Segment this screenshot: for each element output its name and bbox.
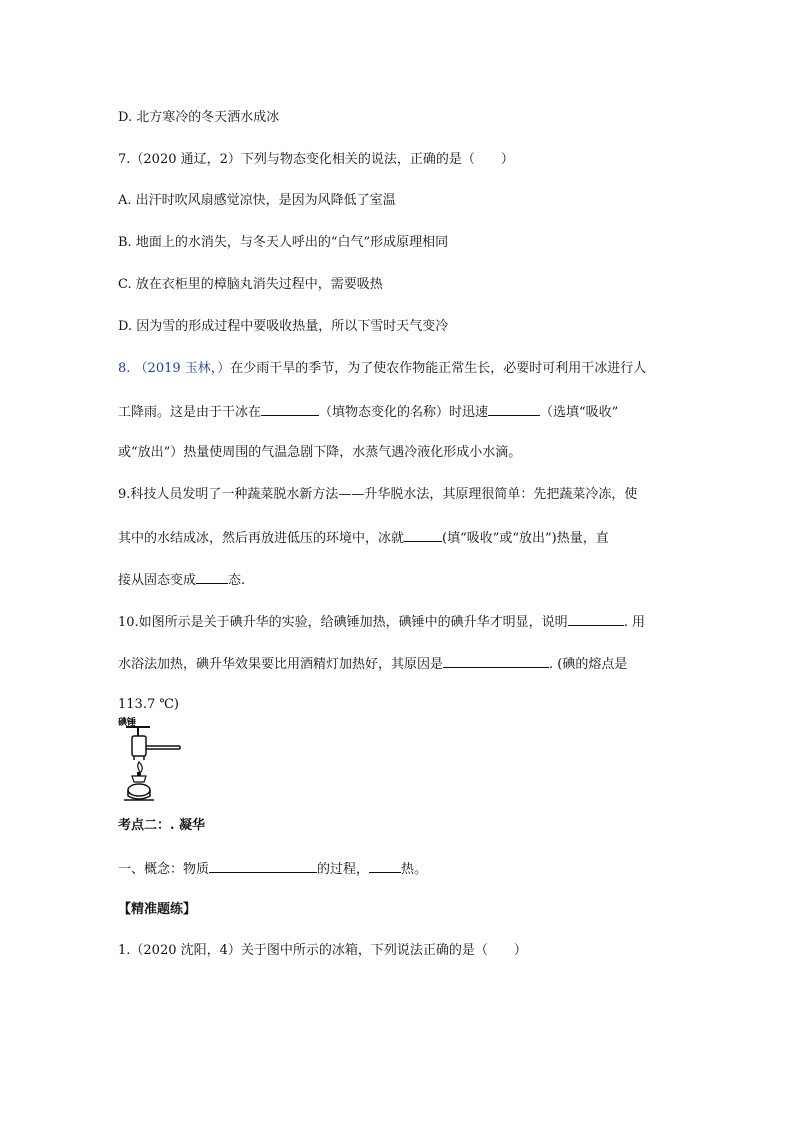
figure-label: 碘锤 (118, 718, 137, 728)
question-8-line1 (118, 361, 646, 377)
q8-text-3: （填物态变化的名称）时迅速 (319, 405, 489, 420)
question-10-line2 (118, 655, 627, 673)
q7-option-d: D. 因为雪的形成过程中要吸收热量，所以下雪时天气变冷 (118, 319, 449, 334)
option-d-prev: D. 北方寒冷的冬天洒水成冰 (118, 110, 280, 125)
q10-text-2: . 用 (623, 615, 645, 630)
answer-blank[interactable] (196, 571, 228, 584)
answer-blank[interactable] (404, 529, 442, 542)
answer-blank[interactable] (261, 403, 319, 416)
q9-text-3: 接从固态变成 (118, 573, 197, 588)
q8-text-1: 在少雨干旱的季节，为了使农作物能正常生长，必要时可利用干冰进行人 (230, 361, 647, 376)
concept-line (118, 860, 427, 878)
q8-text-2: 工降雨。这是由于干冰在 (118, 405, 262, 420)
question-7: 7.（2020 通辽，2）下列与物态变化相关的说法，正确的是（ ） (118, 152, 514, 167)
answer-blank[interactable] (209, 860, 317, 873)
q8-source[interactable]: （2019 玉林，） (134, 361, 231, 376)
question-10-line1 (118, 613, 645, 631)
question-10-line3: 113.7 ℃) (118, 697, 179, 712)
q10-text-3: 水浴法加热，碘升华效果要比用酒精灯加热好，其原因是 (118, 657, 444, 672)
concept-text-2: 的过程， (317, 862, 370, 877)
question-9-line3 (118, 571, 245, 589)
practice-heading: 【精准题练】 (118, 902, 197, 917)
question-8-line3: 或“放出”）热量使周围的气温急剧下降，水蒸气遇冷液化形成小水滴。 (118, 445, 522, 460)
iodine-hammer-diagram (118, 716, 188, 806)
concept-text-1: 一、概念：物质 (118, 862, 210, 877)
q10-text-1: 10.如图所示是关于碘升华的实验，给碘锤加热，碘锤中的碘升华才明显，说明 (118, 615, 568, 630)
concept-text-3: 热。 (401, 862, 428, 877)
question-9-line1: 9.科技人员发明了一种蔬菜脱水新方法——升华脱水法，其原理很简单：先把蔬菜冷冻，使 (118, 487, 638, 502)
q8-number: 8. (118, 361, 131, 376)
q7-option-b: B. 地面上的水消失，与冬天人呼出的“白气”形成原理相同 (118, 235, 449, 250)
iodine-sublimation-figure (118, 716, 188, 806)
answer-blank[interactable] (369, 860, 401, 873)
answer-blank[interactable] (568, 613, 624, 626)
q9-text-2: (填“吸收”或“放出”)热量，直 (442, 531, 609, 546)
question-9-line2 (118, 529, 609, 547)
question-8-line2 (118, 403, 618, 421)
q8-text-4: （选填“吸收” (540, 405, 619, 420)
section-heading-deposition: 考点二：. 凝华 (118, 818, 206, 833)
q7-option-c: C. 放在衣柜里的樟脑丸消失过程中，需要吸热 (118, 277, 383, 292)
answer-blank[interactable] (488, 403, 540, 416)
question-1: 1.（2020 沈阳，4）关于图中所示的冰箱，下列说法正确的是（ ） (118, 943, 527, 958)
q10-text-4: . (碘的熔点是 (549, 657, 628, 672)
answer-blank[interactable] (443, 655, 549, 668)
q7-option-a: A. 出汗时吹风扇感觉凉快，是因为风降低了室温 (118, 193, 396, 208)
q9-text-4: 态. (228, 573, 246, 588)
q9-text-1: 其中的水结成冰，然后再放进低压的环境中，冰就 (118, 531, 405, 546)
